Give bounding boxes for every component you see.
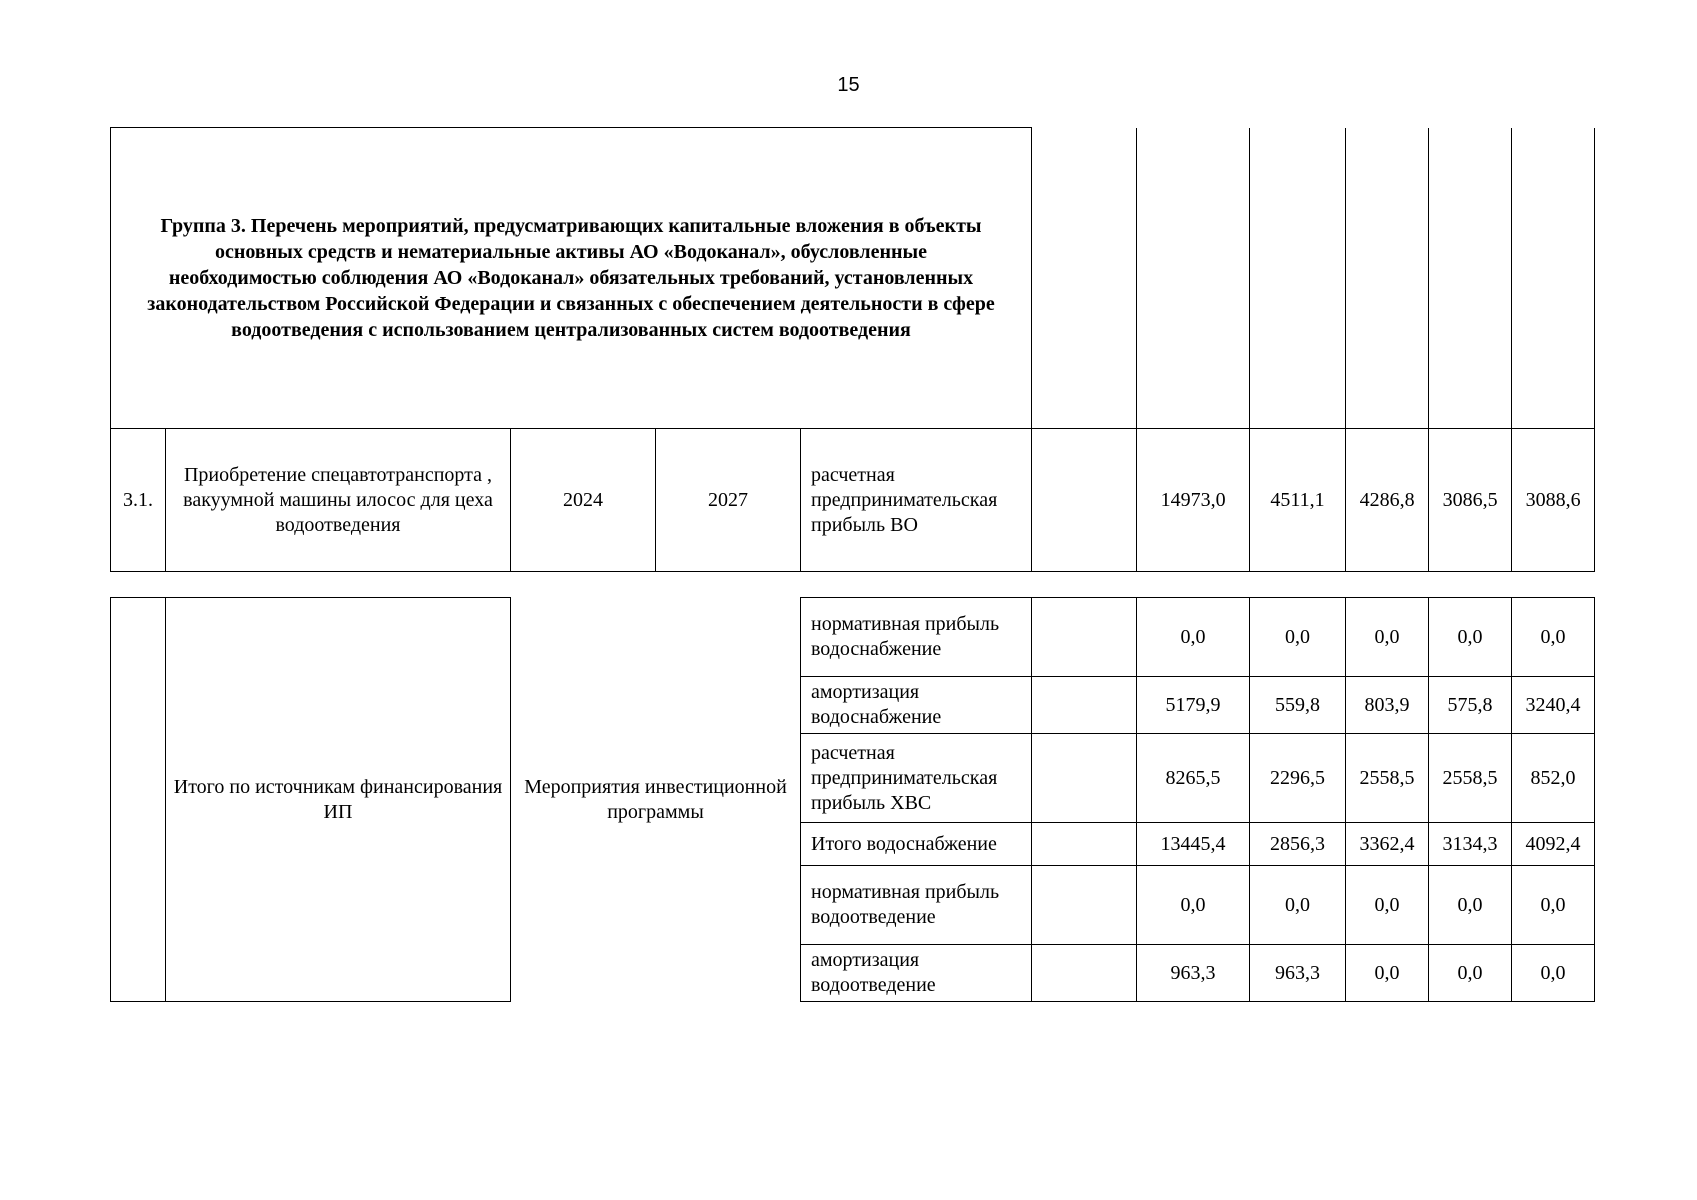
value-cell: 3362,4 bbox=[1346, 823, 1429, 866]
totals-subject: Мероприятия инвестиционной программы bbox=[524, 775, 787, 823]
value-cell: 2558,5 bbox=[1346, 734, 1429, 823]
empty-cell bbox=[1032, 128, 1137, 429]
value-cell: 14973,0 bbox=[1137, 429, 1250, 572]
value-cell: 2296,5 bbox=[1250, 734, 1346, 823]
group-header-row bbox=[111, 128, 1595, 429]
value-cell: 0,0 bbox=[1250, 866, 1346, 945]
empty-cell bbox=[1032, 598, 1137, 677]
value-cell: 3240,4 bbox=[1512, 677, 1595, 734]
empty-cell bbox=[1032, 677, 1137, 734]
funding-source: нормативная прибыль водоснабжение bbox=[801, 598, 1032, 677]
value-cell: 963,3 bbox=[1137, 945, 1250, 1002]
funding-source: нормативная прибыль водоотведение bbox=[801, 866, 1032, 945]
value-cell: 0,0 bbox=[1137, 598, 1250, 677]
empty-cell bbox=[1032, 823, 1137, 866]
funding-source: расчетная предпринимательская прибыль ВО bbox=[801, 429, 1032, 572]
page-number: 15 bbox=[837, 74, 860, 96]
value-cell: 3134,3 bbox=[1429, 823, 1512, 866]
measure-name: Приобретение спецавтотранспорта , вакуумной машины илосос для цеха водоотведения bbox=[166, 429, 511, 572]
value-cell: 0,0 bbox=[1346, 598, 1429, 677]
empty-cell bbox=[1032, 945, 1137, 1002]
empty-cell bbox=[1512, 128, 1595, 429]
empty-cell bbox=[1032, 866, 1137, 945]
value-cell: 8265,5 bbox=[1137, 734, 1250, 823]
value-cell: 2558,5 bbox=[1429, 734, 1512, 823]
value-cell: 3086,5 bbox=[1429, 429, 1512, 572]
value-cell: 0,0 bbox=[1346, 945, 1429, 1002]
empty-cell bbox=[1346, 128, 1429, 429]
value-cell: 575,8 bbox=[1429, 677, 1512, 734]
empty-number-cell bbox=[111, 598, 166, 1002]
year-start: 2024 bbox=[511, 429, 656, 572]
value-cell: 0,0 bbox=[1250, 598, 1346, 677]
year-end: 2027 bbox=[656, 429, 801, 572]
value-cell: 5179,9 bbox=[1137, 677, 1250, 734]
value-cell: 0,0 bbox=[1429, 945, 1512, 1002]
funding-source: Итого водоснабжение bbox=[801, 823, 1032, 866]
value-cell: 803,9 bbox=[1346, 677, 1429, 734]
investment-table-group-3 bbox=[110, 127, 1595, 572]
group-title: Группа 3. Перечень мероприятий, предусматривающих капитальные вложения в объекты основных средств и нематериальные активы АО «Водоканал», обусловленные необходимостью соблюдения АО «Водоканал» обязательных требований, установленных законодательством Российской Федерации и связанных с обеспечением деятельности в сфере водоотведения с использованием централизованных систем водоотведения bbox=[111, 128, 1032, 429]
funding-source: расчетная предпринимательская прибыль ХВС bbox=[801, 734, 1032, 823]
value-cell: 4286,8 bbox=[1346, 429, 1429, 572]
value-cell: 0,0 bbox=[1512, 866, 1595, 945]
extra-cell bbox=[1032, 429, 1137, 572]
funding-source: амортизация водоотведение bbox=[801, 945, 1032, 1002]
value-cell: 0,0 bbox=[1346, 866, 1429, 945]
value-cell: 2856,3 bbox=[1250, 823, 1346, 866]
table-row bbox=[111, 429, 1595, 572]
table-row bbox=[111, 598, 1595, 677]
value-cell: 3088,6 bbox=[1512, 429, 1595, 572]
totals-label: Итого по источникам финансирования ИП bbox=[166, 598, 511, 1002]
funding-source: амортизация водоснабжение bbox=[801, 677, 1032, 734]
empty-cell bbox=[1429, 128, 1512, 429]
value-cell: 0,0 bbox=[1512, 945, 1595, 1002]
empty-cell bbox=[1032, 734, 1137, 823]
empty-cell bbox=[1250, 128, 1346, 429]
value-cell: 559,8 bbox=[1250, 677, 1346, 734]
financing-totals-table bbox=[110, 597, 1595, 1002]
value-cell: 0,0 bbox=[1512, 598, 1595, 677]
value-cell: 0,0 bbox=[1429, 866, 1512, 945]
value-cell: 852,0 bbox=[1512, 734, 1595, 823]
value-cell: 0,0 bbox=[1429, 598, 1512, 677]
value-cell: 963,3 bbox=[1250, 945, 1346, 1002]
row-number: 3.1. bbox=[111, 429, 166, 572]
value-cell: 4511,1 bbox=[1250, 429, 1346, 572]
empty-cell bbox=[1137, 128, 1250, 429]
value-cell: 0,0 bbox=[1137, 866, 1250, 945]
value-cell: 4092,4 bbox=[1512, 823, 1595, 866]
value-cell: 13445,4 bbox=[1137, 823, 1250, 866]
